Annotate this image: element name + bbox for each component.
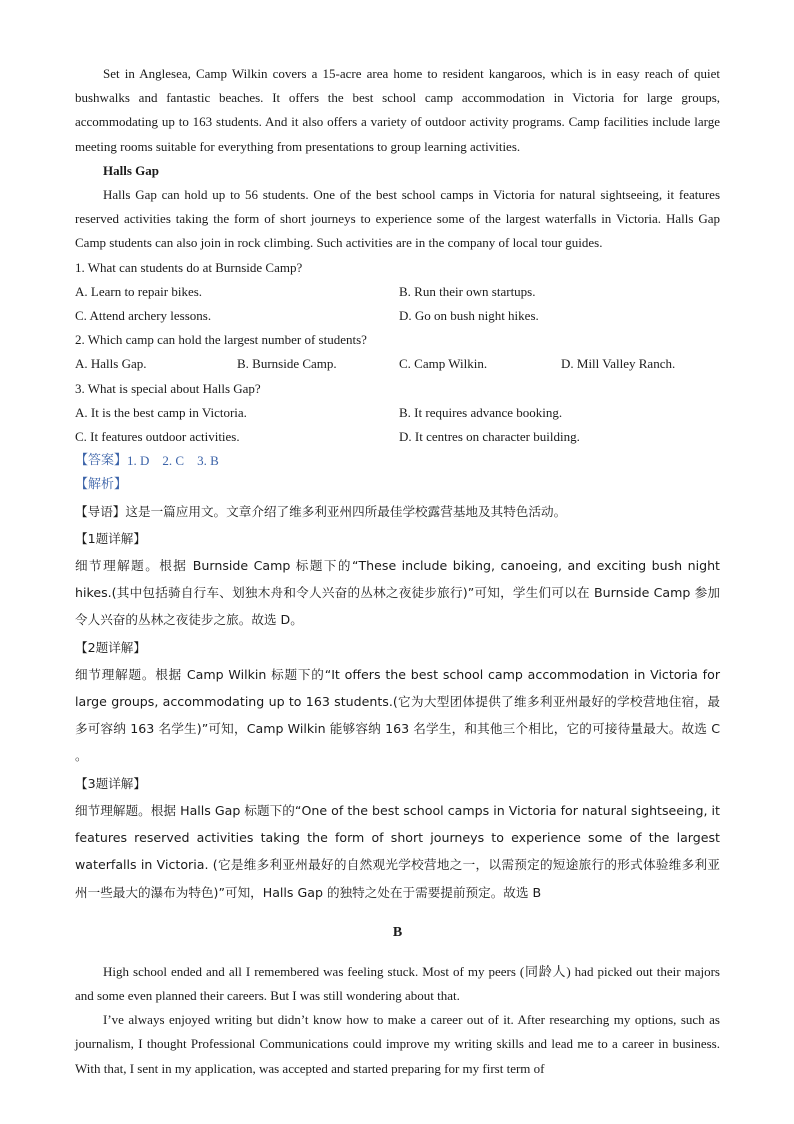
option-1a: A. Learn to repair bikes.	[75, 283, 203, 299]
q3-detail-text: 细节理解题。根据 Halls Gap 标题下的“One of the best school camps in Victoria for natural sightseeing, it features reserved activities taking the form of short journeys to experience some of the largest waterfalls in Victoria. (它是维多利亚州最好的自然观光学校营地之一，以需预定的短途旅行的形式体验维多利亚州一些最大的瀑布为特色)”可知，Halls Gap 的独特之处在于需要提前预定。故选 B	[75, 802, 720, 900]
passage-paragraph-halls-gap: Halls Gap can hold up to 56 students. One of the best school camps in Victoria for natural sightseeing, it features reserved activities taking the form of short journeys to experience some of the largest waterfalls in Victoria. Halls Gap Camp students can also join in rock climbing. Such activities are in the company of local tour guides.	[75, 187, 720, 251]
answer-label: 【答案】	[75, 453, 128, 469]
option-3a: A. It is the best camp in Victoria.	[75, 404, 247, 420]
option-2b: B. Burnside Camp.	[237, 356, 337, 372]
question-3-stem: 3. What is special about Halls Gap?	[75, 380, 261, 396]
section-b-heading: B	[392, 924, 403, 940]
answer-line	[75, 449, 720, 473]
section-b-paragraph-1: High school ended and all I remembered was feeling stuck. Most of my peers (同龄人) had picked out their majors and some even planned their careers. But I was still wondering about that.	[75, 963, 720, 1003]
section-b-paragraph-2: I’ve always enjoyed writing but didn’t know how to make a career out of it. After researching my options, such as journalism, I thought Professional Communications could improve my writing skills and lead me to a career in business. With that, I sent in my application, was accepted and started preparing for my first term of	[75, 1012, 720, 1076]
option-1b: B. Run their own startups.	[399, 283, 536, 299]
question-3-options-row-2	[75, 425, 720, 449]
option-3d: D. It centres on character building.	[399, 429, 580, 445]
question-2-options-row	[75, 352, 720, 376]
option-1c: C. Attend archery lessons.	[75, 308, 212, 324]
q2-detail-text: 细节理解题。根据 Camp Wilkin 标题下的“It offers the best school camp accommodation in Victoria for large groups, accommodating up to 163 students.(它为大型团体提供了维多利亚州最好的学校营地住宿，最多可容纳 163 名学生)”可知，Camp Wilkin 能够容纳 163 名学生，和其他三个相比，它的可接待量最大。故选 C 。	[75, 666, 720, 764]
analysis-label: 【解析】	[75, 477, 128, 493]
analysis-intro: 【导语】这是一篇应用文。文章介绍了维多利亚州四所最佳学校露营基地及其特色活动。	[75, 503, 567, 519]
question-1-options-row-2	[75, 304, 720, 328]
option-3c: C. It features outdoor activities.	[75, 429, 240, 445]
option-2c: C. Camp Wilkin.	[399, 356, 488, 372]
option-2d: D. Mill Valley Ranch.	[561, 356, 676, 372]
q2-detail-title: 【2题详解】	[75, 639, 146, 655]
question-2-stem: 2. Which camp can hold the largest number of students?	[75, 332, 367, 348]
question-1-options-row-1	[75, 280, 720, 304]
q1-detail-text: 细节理解题。根据 Burnside Camp 标题下的“These include biking, canoeing, and exciting bush night hikes.(其中包括骑自行车、划独木舟和令人兴奋的丛林之夜徒步旅行)”可知，学生们可以在 Burnside Camp 参加令人兴奋的丛林之夜徒步之旅。故选 D。	[75, 558, 720, 628]
document-page	[75, 62, 720, 1081]
heading-halls-gap: Halls Gap	[103, 162, 159, 178]
analysis-label-line	[75, 473, 720, 497]
q1-detail-title: 【1题详解】	[75, 530, 146, 546]
answer-values: 1. D 2. C 3. B	[127, 453, 219, 469]
passage-paragraph-camp-wilkin: Set in Anglesea, Camp Wilkin covers a 15-acre area home to resident kangaroos, which is in easy reach of quiet bushwalks and fantastic beaches. It offers the best school camp accommodation in Victoria for large groups, accommodating up to 163 students. And it also offers a variety of outdoor activity programs. Camp facilities include large meeting rooms suitable for everything from presentations to group learning activities.	[75, 66, 720, 154]
question-3-options-row-1	[75, 401, 720, 425]
question-1-stem: 1. What can students do at Burnside Camp?	[75, 259, 303, 275]
q3-detail-title: 【3题详解】	[75, 775, 146, 791]
option-2a: A. Halls Gap.	[75, 356, 147, 372]
option-3b: B. It requires advance booking.	[399, 404, 563, 420]
option-1d: D. Go on bush night hikes.	[399, 308, 539, 324]
